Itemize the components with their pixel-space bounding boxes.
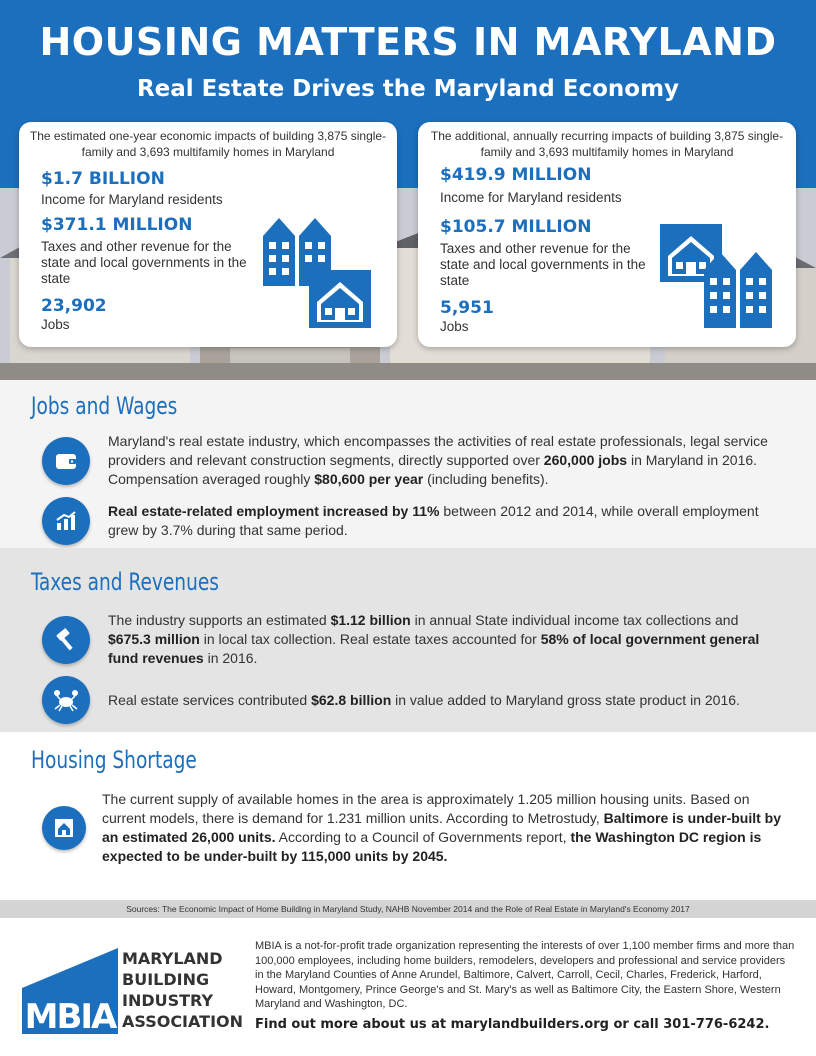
footer	[0, 918, 816, 1056]
card-intro: The estimated one-year economic impacts of building 3,875 single-family and 3,693 multifamily homes in Maryland	[29, 129, 387, 159]
house-icon	[42, 806, 86, 850]
sources-note: Sources: The Economic Impact of Home Building in Maryland Study, NAHB November 2014 and the Role of Real Estate in Maryland's Economy 2017	[0, 900, 816, 918]
jobs-stat: 23,902	[41, 296, 107, 316]
jobs-item-1	[42, 432, 782, 489]
crab-icon	[42, 676, 90, 724]
jobs-label: Jobs	[41, 317, 70, 332]
taxes-and-revenues-section	[0, 548, 816, 732]
jobs-item-2-text: Real estate-related employment increased by 11% between 2012 and 2014, while overall employment grew by 3.7% during that same period.	[108, 503, 759, 538]
page-title: HOUSING MATTERS IN MARYLAND	[39, 20, 777, 64]
house-buildings-icon	[658, 222, 778, 332]
section-heading: Housing Shortage	[31, 746, 197, 774]
page-subtitle: Real Estate Drives the Maryland Economy	[136, 76, 680, 102]
wallet-icon	[42, 437, 90, 485]
card-intro: The additional, annually recurring impacts of building 3,875 single-family and 3,693 multifamily homes in Maryland	[430, 129, 784, 159]
growth-chart-icon	[42, 497, 90, 545]
hero-banner	[0, 0, 816, 380]
jobs-stat: 5,951	[440, 298, 494, 318]
svg-text:MBIA: MBIA	[24, 997, 116, 1034]
organization-name: MARYLAND BUILDING INDUSTRY ASSOCIATION	[122, 949, 244, 1031]
recurring-impact-card	[418, 122, 796, 347]
contact-line: Find out more about us at marylandbuilders.org or call 301-776-6242.	[255, 1017, 770, 1032]
taxes-stat: $371.1 MILLION	[41, 215, 193, 235]
income-label: Income for Maryland residents	[440, 190, 622, 205]
income-label: Income for Maryland residents	[41, 192, 223, 207]
taxes-item-1	[42, 611, 782, 668]
taxes-item-2-text: Real estate services contributed $62.8 billion in value added to Maryland gross state product in 2016.	[108, 691, 740, 708]
about-text: MBIA is a not-for-profit trade organization representing the interests of over 1,100 member firms and more than 100,000 employees, including home builders, remodelers, developers and professional and service providers in the Maryland Counties of Anne Arundel, Baltimore, Calvert, Carroll, Cecil, Charles, Frederick, Harford, Howard, Montgomery, Prince George's and St. Mary's as well as Baltimore City, the Eastern Shore, Western Maryland and Washington, DC.	[255, 940, 795, 1010]
taxes-stat: $105.7 MILLION	[440, 217, 592, 237]
section-heading: Taxes and Revenues	[31, 568, 219, 596]
taxes-label: Taxes and other revenue for the state and local governments in the state	[440, 241, 646, 288]
jobs-label: Jobs	[440, 319, 469, 334]
income-stat: $419.9 MILLION	[440, 165, 592, 185]
housing-shortage-section	[0, 732, 816, 900]
one-year-impact-card	[19, 122, 397, 347]
income-stat: $1.7 BILLION	[41, 169, 165, 189]
jobs-item-2	[42, 497, 782, 545]
jobs-item-1-text: Maryland's real estate industry, which encompasses the activities of real estate professionals, legal service providers and relevant construction segments, directly supported over 260,000 jobs in Maryland in 2016. Compensation averaged roughly $80,600 per year (including benefits).	[108, 433, 768, 487]
housing-item-1	[42, 790, 782, 866]
mbia-logo	[22, 948, 118, 1034]
taxes-label: Taxes and other revenue for the state and local governments in the state	[41, 239, 247, 286]
section-heading: Jobs and Wages	[31, 392, 178, 420]
housing-item-1-text: The current supply of available homes in the area is approximately 1.205 million housing units. Based on current models, there is demand for 1.231 million units. According to Metrostudy, Baltimore is under-built by an estimated 26,000 units. According to a Council of Governments report, the Washington DC region is expected to be under-built by 115,000 units by 2045.	[102, 791, 782, 864]
hammer-icon	[42, 616, 90, 664]
buildings-house-icon	[259, 214, 375, 332]
taxes-item-1-text: The industry supports an estimated $1.12 billion in annual State individual income tax collections and $675.3 million in local tax collection. Real estate taxes accounted for 58% of local government general fund revenues in 2016.	[108, 612, 760, 666]
taxes-item-2	[42, 676, 782, 724]
jobs-and-wages-section	[0, 380, 816, 548]
